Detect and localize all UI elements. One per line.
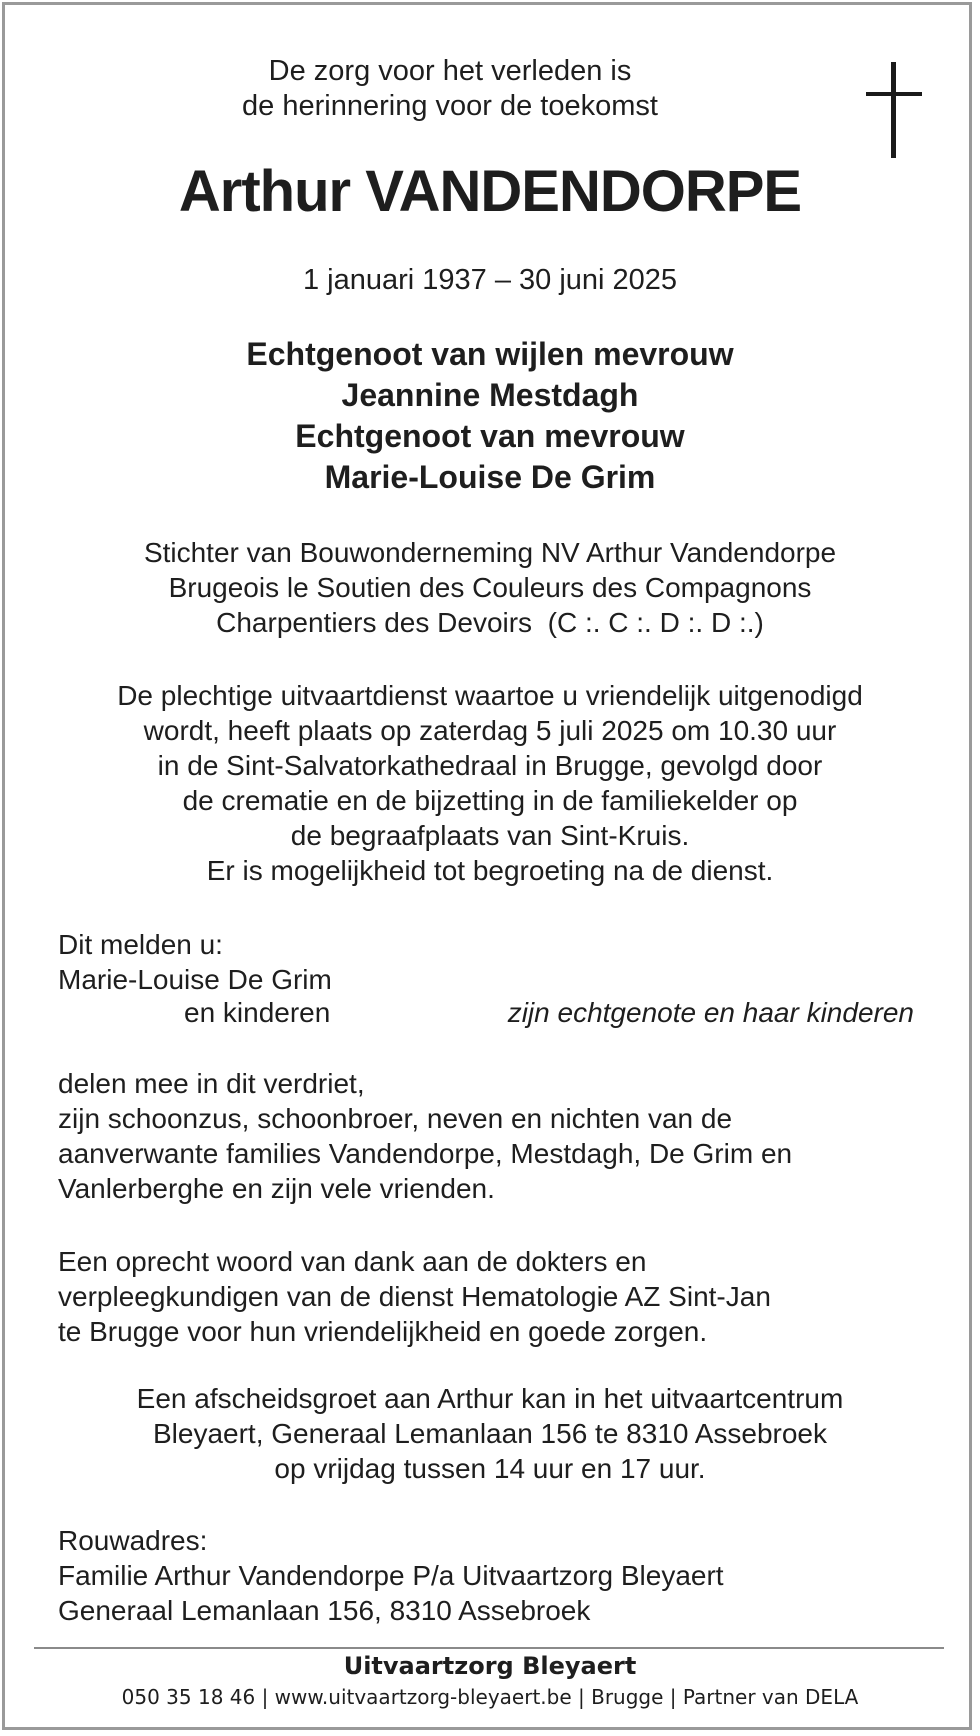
motto-line: De zorg voor het verleden is [268, 55, 632, 87]
address-line: Rouwadres: [58, 1525, 208, 1556]
address-line: Familie Arthur Vandendorpe P/a Uitvaartzorg Bleyaert [58, 1560, 724, 1591]
announcement [58, 927, 332, 997]
service-line: in de Sint-Salvatorkathedraal in Brugge, gevolgd door [157, 750, 823, 781]
founder-text [0, 535, 980, 640]
service-line: De plechtige uitvaartdienst waartoe u vriendelijk uitgenodigd [117, 680, 863, 711]
address-line: Generaal Lemanlaan 156, 8310 Assebroek [58, 1595, 591, 1626]
motto-line: de herinnering voor de toekomst [242, 90, 658, 122]
announce-line: Dit melden u: [58, 929, 223, 960]
funeral-home-name: Uitvaartzorg Bleyaert [343, 1652, 637, 1680]
service-line: de crematie en de bijzetting in de familiekelder op [182, 785, 798, 816]
share-line: zijn schoonzus, schoonbroer, neven en nichten van de [58, 1103, 733, 1134]
spouse-line: Jeannine Mestdagh [341, 377, 639, 413]
service-line: Er is mogelijkheid tot begroeting na de dienst. [206, 855, 774, 886]
thanks-line: verpleegkundigen van de dienst Hematologie AZ Sint-Jan [58, 1281, 771, 1312]
announce-children-note: zijn echtgenote en haar kinderen [507, 997, 914, 1028]
life-dates: 1 januari 1937 – 30 juni 2025 [302, 264, 678, 296]
service-line: wordt, heeft plaats op zaterdag 5 juli 2025 om 10.30 uur [143, 715, 837, 746]
service-line: de begraafplaats van Sint-Kruis. [290, 820, 690, 851]
spouses [0, 334, 980, 498]
visitation-text [0, 1381, 980, 1486]
funeral-home-info: 050 35 18 46 | www.uitvaartzorg-bleyaert.be | Brugge | Partner van DELA [121, 1685, 859, 1709]
visit-line: op vrijdag tussen 14 uur en 17 uur. [274, 1453, 706, 1484]
share-line: Vanlerberghe en zijn vele vrienden. [58, 1173, 495, 1204]
founder-line: Stichter van Bouwonderneming NV Arthur Vandendorpe [143, 537, 837, 568]
footer-divider [34, 1647, 944, 1649]
founder-line: Brugeois le Soutien des Couleurs des Compagnons [168, 572, 812, 603]
announce-children: en kinderen [184, 997, 331, 1028]
founder-line: Charpentiers des Devoirs (C :. C :. D :. D :.) [216, 607, 764, 638]
visit-line: Een afscheidsgroet aan Arthur kan in het uitvaartcentrum [136, 1383, 844, 1414]
spouse-line: Marie-Louise De Grim [324, 459, 656, 495]
share-line: delen mee in dit verdriet, [58, 1068, 365, 1099]
deceased-name: Arthur VANDENDORPE [178, 159, 802, 224]
share-line: aanverwante families Vandendorpe, Mestdagh, De Grim en [58, 1138, 793, 1169]
shared-grief [58, 1066, 792, 1206]
announce-line: Marie-Louise De Grim [58, 964, 332, 995]
spouse-line: Echtgenoot van mevrouw [295, 418, 685, 454]
thanks-line: Een oprecht woord van dank aan de dokters en [58, 1246, 647, 1277]
thanks-text [58, 1244, 771, 1349]
visit-line: Bleyaert, Generaal Lemanlaan 156 te 8310 Assebroek [152, 1418, 827, 1449]
spouse-line: Echtgenoot van wijlen mevrouw [246, 336, 734, 372]
motto [0, 54, 900, 124]
service-text [0, 678, 980, 888]
mourning-address [58, 1523, 724, 1628]
thanks-line: te Brugge voor hun vriendelijkheid en goede zorgen. [58, 1316, 708, 1347]
